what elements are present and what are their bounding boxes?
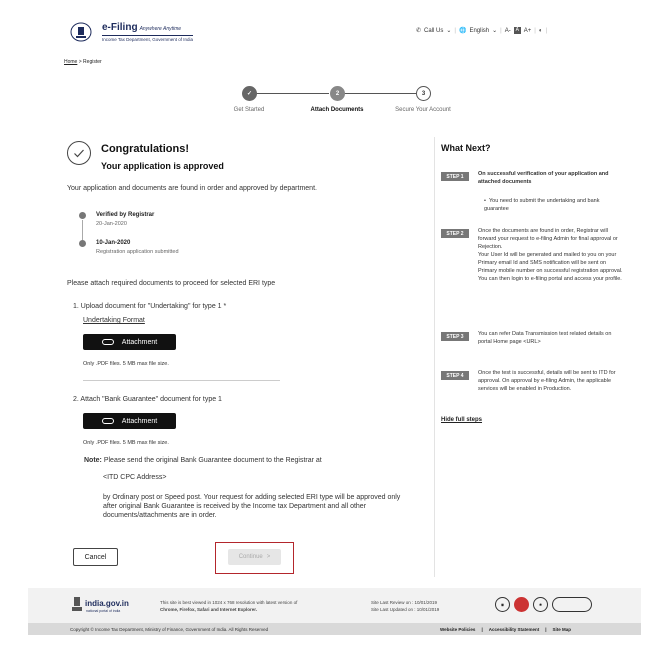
stepper-line <box>344 93 416 94</box>
congrats-heading: Congratulations! <box>101 143 189 155</box>
brand-tagline: Anywhere Anytime <box>139 26 182 32</box>
file-hint: Only .PDF files. 5 MB max file size. <box>83 361 169 367</box>
brand-title[interactable]: e-Filing Anywhere Anytime <box>102 22 182 33</box>
continue-button[interactable]: Continue > <box>228 549 281 565</box>
paperclip-icon <box>102 339 114 345</box>
note-paragraph: by Ordinary post or Speed post. Your request for adding selected ERI type will be approved only after original Bank Guarantee is received by the Income tax Department and all other documents/attachments are in order. <box>103 494 401 519</box>
step-2-label: Attach Documents <box>310 107 364 113</box>
font-decrease-button[interactable]: A- <box>504 27 511 34</box>
success-check-icon <box>67 141 91 165</box>
brand-subtitle: Income Tax Department, Government of India <box>102 37 193 42</box>
phone-icon: ✆ <box>416 28 422 34</box>
step-3-label: Secure Your Account <box>395 107 451 113</box>
itd-address: <ITD CPC Address> <box>103 474 167 481</box>
site-map-link[interactable]: Site Map <box>552 627 572 632</box>
chevron-down-icon: ⌄ <box>492 28 498 34</box>
hide-steps-link[interactable]: Hide full steps <box>441 417 483 423</box>
step-1-circle: ✓ <box>242 86 257 101</box>
step-badge: STEP 4 <box>441 371 469 380</box>
timeline-check-icon <box>79 240 86 247</box>
emblem-icon <box>72 596 82 612</box>
india-gov-sub: national portal of india <box>86 609 121 613</box>
india-gov-logo[interactable]: india.gov.in <box>85 599 129 608</box>
timeline-check-icon <box>79 212 86 219</box>
contrast-icon[interactable]: ◐ <box>538 27 543 34</box>
website-policies-link[interactable]: Website Policies <box>440 627 476 632</box>
font-default-button[interactable]: A <box>515 27 519 33</box>
cancel-button[interactable]: Cancel <box>73 548 118 566</box>
step-1-text: On successful verification of your application and attached documents <box>478 171 609 185</box>
best-viewed-text: This site is best viewed in 1024 x 768 resolution with latest version of Chrome, Firefox, Safari and Internet Explorer. <box>160 600 298 612</box>
note-text: Note: Please send the original Bank Guarantee document to the Registrar at <box>84 457 322 464</box>
badge-icon <box>552 597 592 612</box>
approved-heading: Your application is approved <box>101 161 224 171</box>
step-badge: STEP 3 <box>441 332 469 341</box>
certification-badges <box>495 597 592 612</box>
accessibility-statement-link[interactable]: Accessibility Statement <box>488 627 540 632</box>
copyright-text: Copyright © Income Tax Department, Ministry of Finance, Government of India. All Rights Reserved <box>70 627 269 632</box>
order-status-text: Your application and documents are found in order and approved by department. <box>67 185 317 192</box>
emblem-icon <box>70 22 92 42</box>
attach-instructions: Please attach required documents to proceed for selected ERI type <box>67 280 276 287</box>
what-next-heading: What Next? <box>441 143 491 153</box>
step-3-text: You can refer Data Transmission test related details on portal Home page <URL> <box>478 331 612 345</box>
bank-guarantee-item: 2. Attach "Bank Guarantee" document for type 1 <box>73 396 222 403</box>
timeline-line <box>82 220 83 240</box>
breadcrumb-current: Register <box>83 59 102 65</box>
timeline-date: Registration application submitted <box>96 249 179 255</box>
divider <box>83 380 280 381</box>
step-2-text: Once the documents are found in order, Registrar will forward your request to e-filing Admin for final approval or Rejection. Your User Id will be generated and mailed to you on your Primary email Id and SMS notification will be sent on Primary mobile number on successful registration approval. You can then login to e-filing portal and access your profile. <box>478 228 623 282</box>
font-increase-button[interactable]: A+ <box>523 27 532 34</box>
timeline-title: Verified by Registrar <box>96 212 155 218</box>
step-3-circle: 3 <box>416 86 431 101</box>
header-utilities: ✆ Call Us ⌄ | 🌐 English ⌄ | A- A A+ | ◐ | <box>416 27 547 34</box>
attachment-button-undertaking[interactable]: Attachment <box>83 334 176 350</box>
attachment-button-bank-guarantee[interactable]: Attachment <box>83 413 176 429</box>
paperclip-icon <box>102 418 114 424</box>
chevron-right-icon: > <box>266 554 271 560</box>
timeline-title: 10-Jan-2020 <box>96 240 131 246</box>
stepper-line <box>256 93 329 94</box>
step-1-label: Get Started <box>233 107 265 113</box>
step-2-circle: 2 <box>330 86 345 101</box>
step-badge: STEP 1 <box>441 172 469 181</box>
undertaking-item: 1. Upload document for "Undertaking" for type 1 * <box>73 303 227 310</box>
step-badge: STEP 2 <box>441 229 469 238</box>
call-us-menu[interactable]: Call Us <box>424 27 444 34</box>
footer-links: Website Policies | Accessibility Statement | Site Map <box>440 627 572 632</box>
site-review-dates: Site Last Review on : 10/01/2019 Site Last Updated on : 10/01/2019 <box>371 600 440 612</box>
timeline-date: 20-Jan-2020 <box>96 221 127 227</box>
chevron-down-icon: ⌄ <box>446 28 452 34</box>
language-menu[interactable]: English <box>469 27 490 34</box>
badge-icon <box>514 597 529 612</box>
file-hint: Only .PDF files. 5 MB max file size. <box>83 440 169 446</box>
step-1-bullet: • You need to submit the undertaking and bank guarantee <box>484 198 600 212</box>
step-4-text: Once the test is successful, details will be sent to ITD for approval. On approval by e-filing Admin, the applicable services will be enabled in Production. <box>478 370 616 392</box>
breadcrumb-home[interactable]: Home <box>64 59 78 65</box>
undertaking-format-link[interactable]: Undertaking Format <box>83 317 145 324</box>
badge-icon: ◉ <box>495 597 510 612</box>
breadcrumb: Home > Register <box>64 59 102 65</box>
globe-icon: 🌐 <box>458 28 467 34</box>
badge-icon: ❀ <box>533 597 548 612</box>
